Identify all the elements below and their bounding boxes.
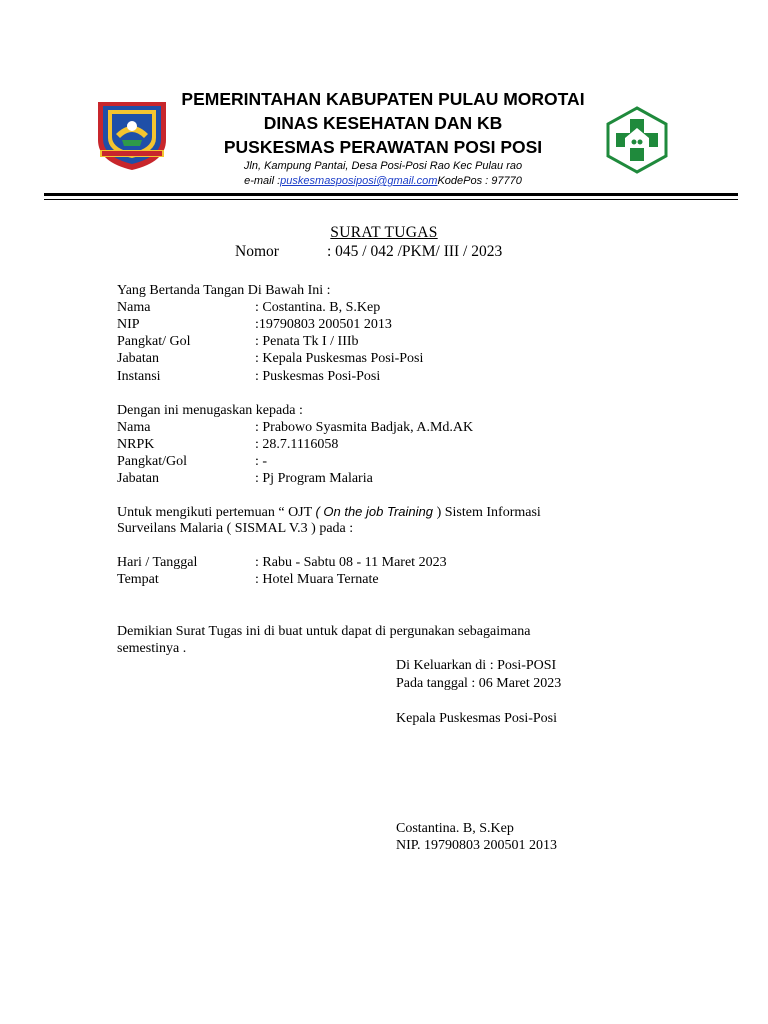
purpose-line-1 bbox=[117, 503, 541, 521]
signer-nip-label: NIP bbox=[117, 317, 140, 332]
assignee-intro: Dengan ini menugaskan kepada : bbox=[117, 403, 303, 418]
assignee-position-value: : Pj Program Malaria bbox=[255, 471, 373, 486]
email-label: e-mail : bbox=[244, 175, 281, 187]
letter-title: SURAT TUGAS bbox=[330, 224, 438, 241]
event-place-value: : Hotel Muara Ternate bbox=[255, 572, 379, 587]
event-place-label: Tempat bbox=[117, 572, 159, 587]
assignee-rank-value: : - bbox=[255, 454, 268, 469]
nomor-value: : 045 / 042 /PKM/ III / 2023 bbox=[327, 243, 503, 260]
purpose-text-start: Untuk mengikuti pertemuan “ OJT bbox=[117, 505, 316, 520]
signer-agency-label: Instansi bbox=[117, 369, 161, 384]
issued-place: Di Keluarkan di : Posi-POSI bbox=[396, 658, 557, 673]
event-date-label: Hari / Tanggal bbox=[117, 555, 198, 570]
header-puskesmas: PUSKESMAS PERAWATAN POSI POSI bbox=[223, 137, 543, 157]
header-government: PEMERINTAHAN KABUPATEN PULAU MOROTAI bbox=[181, 89, 585, 109]
closing-line-1: Demikian Surat Tugas ini di buat untuk dapat di pergunakan sebagaimana bbox=[117, 624, 531, 639]
signature-position: Kepala Puskesmas Posi-Posi bbox=[396, 711, 557, 726]
signer-intro: Yang Bertanda Tangan Di Bawah Ini : bbox=[117, 283, 331, 298]
nomor-label: Nomor bbox=[235, 243, 279, 260]
purpose-italic: ( On the job Training bbox=[315, 504, 437, 519]
closing-line-2: semestinya . bbox=[117, 641, 187, 656]
signer-rank-label: Pangkat/ Gol bbox=[117, 334, 191, 349]
signature-nip: NIP. 19790803 200501 2013 bbox=[396, 838, 558, 853]
signer-agency-value: : Puskesmas Posi-Posi bbox=[255, 369, 381, 384]
signature-name: Costantina. B, S.Kep bbox=[396, 821, 514, 836]
postcode: KodePos : 97770 bbox=[437, 175, 522, 187]
assignee-nrpk-label: NRPK bbox=[117, 437, 155, 452]
signer-position-value: : Kepala Puskesmas Posi-Posi bbox=[255, 351, 424, 366]
header-contact bbox=[160, 175, 606, 187]
signer-nip-value: :19790803 200501 2013 bbox=[255, 317, 392, 332]
assignee-nrpk-value: : 28.7.1116058 bbox=[255, 437, 339, 452]
signer-name-value: : Costantina. B, S.Kep bbox=[255, 300, 381, 315]
signer-rank-value: : Penata Tk I / IIIb bbox=[255, 334, 359, 349]
puskesmas-cross-logo bbox=[604, 106, 670, 174]
header-rule-thick bbox=[44, 193, 738, 196]
assignee-position-label: Jabatan bbox=[117, 471, 159, 486]
assignee-rank-label: Pangkat/Gol bbox=[117, 454, 187, 469]
event-date-value: : Rabu - Sabtu 08 - 11 Maret 2023 bbox=[255, 555, 447, 570]
purpose-line-2: Surveilans Malaria ( SISMAL V.3 ) pada : bbox=[117, 521, 354, 536]
header-address: Jln, Kampung Pantai, Desa Posi-Posi Rao Kec Pulau rao bbox=[243, 160, 523, 172]
issued-date: Pada tanggal : 06 Maret 2023 bbox=[396, 676, 562, 691]
signer-name-label: Nama bbox=[117, 300, 151, 315]
header-department: DINAS KESEHATAN DAN KB bbox=[263, 113, 503, 133]
assignee-name-value: : Prabowo Syasmita Badjak, A.Md.AK bbox=[255, 420, 474, 435]
header-rule-thin bbox=[44, 199, 738, 200]
purpose-text-end: ) Sistem Informasi bbox=[436, 505, 541, 520]
assignee-name-label: Nama bbox=[117, 420, 151, 435]
email-link[interactable]: puskesmasposiposi@gmail.com bbox=[280, 175, 438, 187]
signer-position-label: Jabatan bbox=[117, 351, 159, 366]
